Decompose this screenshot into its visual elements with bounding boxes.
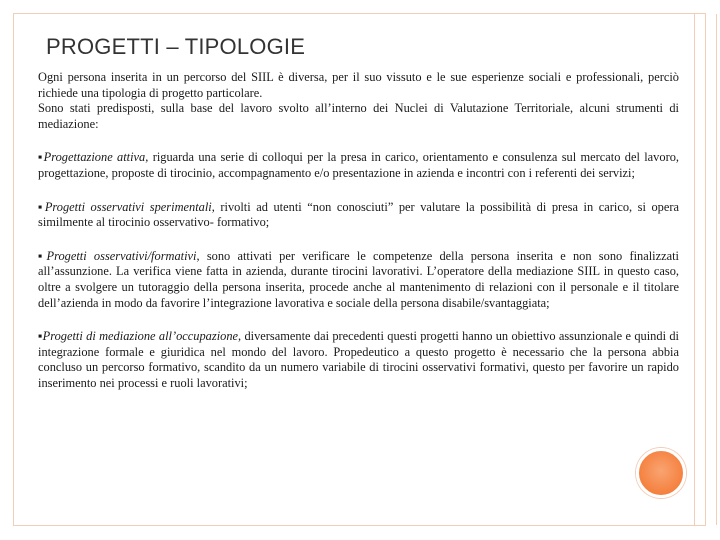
decorative-line xyxy=(716,14,717,525)
item-term: Progetti di mediazione all’occupazione xyxy=(42,329,239,344)
slide-body xyxy=(38,70,679,392)
item-text: , diversamente dai precedenti questi progetti hanno un obiettivo assunzionale e quindi di integrazione formale e giuridica nel mondo del lavoro. Propedeutico a questo progetto è necessario che la persona abbia concluso un percorso formativo, scandito da un numero variabile di tirocini osservativi formativi, questo per favorire un rapido inserimento nei processi e ruoli lavorativi; xyxy=(38,329,679,390)
decorative-circle xyxy=(636,448,686,498)
slide-title: PROGETTI – TIPOLOGIE xyxy=(46,34,306,59)
item-term: Progetti osservativi/formativi xyxy=(46,248,197,263)
list-item xyxy=(38,200,679,231)
item-text: , riguarda una serie di colloqui per la presa in carico, orientamento e consulenza sul mercato del lavoro, progettazione, proposte di tirocinio, accompagnamento e/o presentazione in azienda e incontri con i referenti dei servizi; xyxy=(38,150,679,180)
item-term: Progetti osservativi sperimentali xyxy=(44,199,212,214)
intro-paragraph: Ogni persona inserita in un percorso del SIIL è diversa, per il suo vissuto e le sue esperienze sociali e professionali, perciò richiede una tipologia di progetto particolare. xyxy=(38,70,679,100)
list-item xyxy=(38,329,679,391)
item-term: Progettazione attiva xyxy=(43,150,146,165)
item-text: , sono attivati per verificare le competenze della persona inserita e non sono finalizzati all’assunzione. La verifica viene fatta in azienda, durante tirocini lavorativi. L’operatore della mediazione SIIL in questo caso, oltre a svolgere un tutoraggio della persona inserita, procede anche al mantenimento di relazioni con il personale e il titolare dell’azienda in modo da favorire l’integrazione lavorativa e sociale della persona disabile/svantaggiata; xyxy=(38,248,679,310)
list-item xyxy=(38,150,679,181)
decorative-line xyxy=(694,14,695,525)
list-item xyxy=(38,249,679,311)
bullet: ▪ xyxy=(38,199,45,214)
bullet: ▪ xyxy=(38,150,44,165)
bullet: ▪ xyxy=(38,248,47,263)
bullet: ▪ xyxy=(38,329,43,344)
item-text: , rivolti ad utenti “non conosciuti” per valutare la possibilità di presa in carico, si opera similmente al tirocinio osservativo- formativo; xyxy=(38,199,679,230)
intro-paragraph-2: Sono stati predisposti, sulla base del lavoro svolto all’interno dei Nuclei di Valutazione Territoriale, alcuni strumenti di mediazione: xyxy=(38,101,679,131)
